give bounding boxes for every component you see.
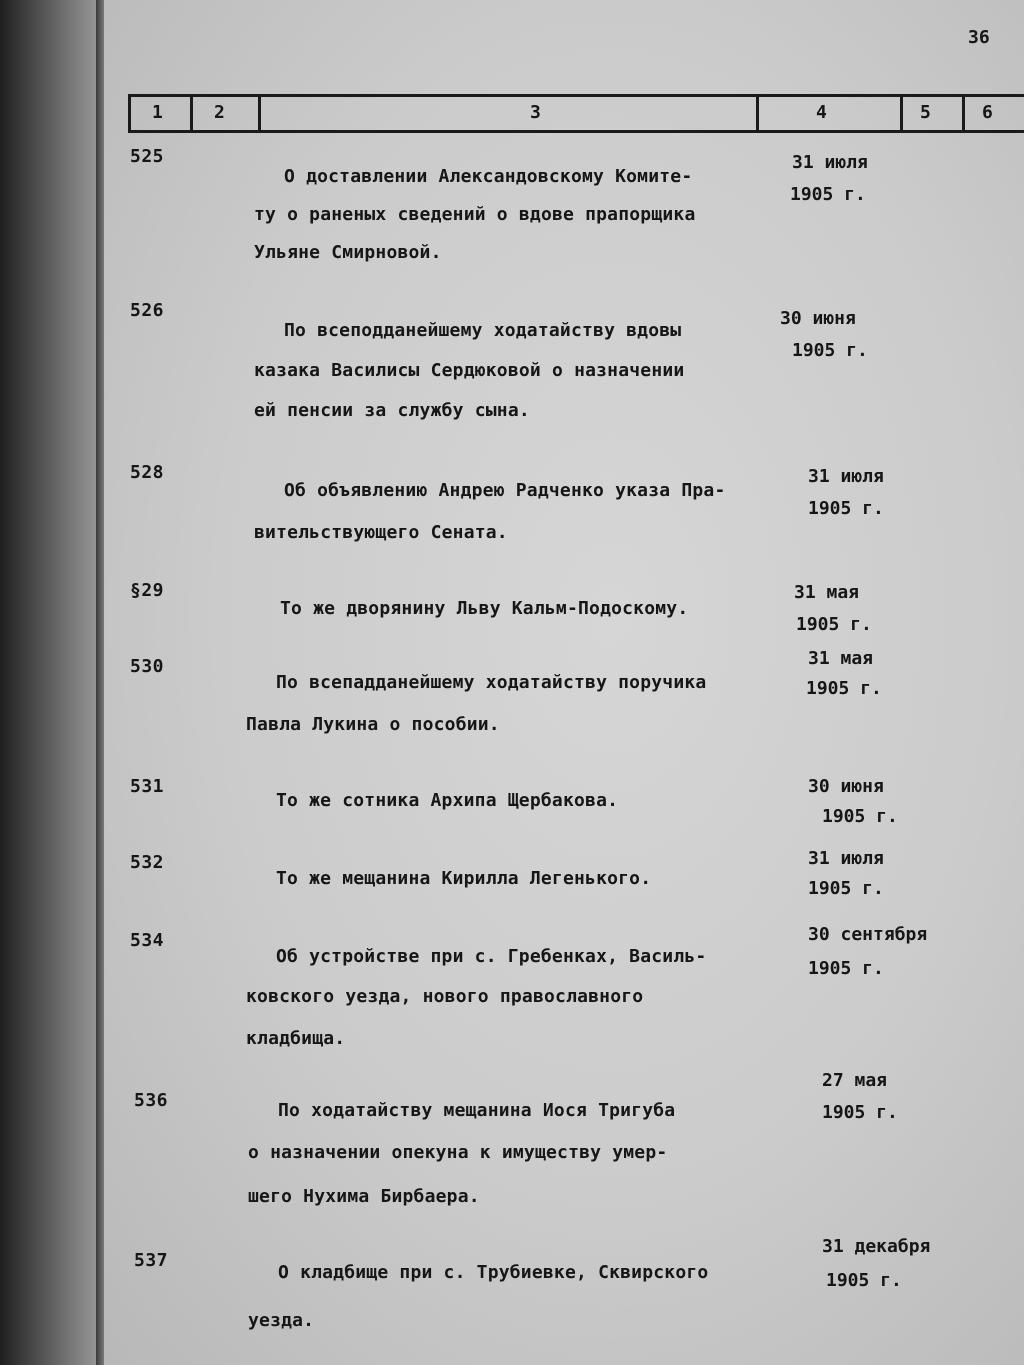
- record-text-line: По ходатайству мещанина Иося Тригуба: [278, 1100, 676, 1121]
- column-header-1: 1: [152, 102, 163, 123]
- record-date-day: 31 мая: [794, 582, 860, 603]
- column-divider: [756, 94, 759, 133]
- record-date-day: 31 мая: [808, 648, 874, 669]
- record-date-day: 31 июля: [808, 466, 884, 487]
- record-text-line: уезда.: [248, 1310, 315, 1331]
- record-text-line: То же сотника Архипа Щербакова.: [276, 790, 619, 811]
- record-text-line: Ульяне Смирновой.: [254, 242, 442, 263]
- record-date-year: 1905 г.: [822, 1102, 898, 1123]
- record-text-line: шего Нухима Бирбаера.: [248, 1186, 480, 1207]
- table-header: [128, 94, 1024, 134]
- column-header-4: 4: [816, 102, 827, 123]
- record-text-line: Об устройстве при с. Гребенках, Василь-: [276, 946, 707, 967]
- record-date-day: 30 июня: [808, 776, 884, 797]
- record-text-line: По всеподданейшему ходатайству вдовы: [284, 320, 682, 341]
- record-text-line: кладбища.: [246, 1028, 346, 1049]
- record-date-year: 1905 г.: [806, 678, 882, 699]
- record-number: 525: [130, 146, 165, 167]
- record-date-day: 31 декабря: [822, 1236, 931, 1257]
- record-text-line: ковского уезда, нового православного: [246, 986, 644, 1007]
- record-date-day: 30 июня: [780, 308, 856, 329]
- record-date-year: 1905 г.: [808, 878, 884, 899]
- header-bottom-rule: [128, 130, 1024, 133]
- record-text-line: ей пенсии за службу сына.: [254, 400, 530, 421]
- record-number: §29: [130, 580, 165, 601]
- record-date-day: 31 июля: [792, 152, 868, 173]
- column-divider: [190, 94, 193, 133]
- record-number: 537: [134, 1250, 169, 1271]
- record-number: 531: [130, 776, 165, 797]
- record-number: 536: [134, 1090, 169, 1111]
- record-text-line: Павла Лукина о пособии.: [246, 714, 500, 735]
- record-text-line: казака Василисы Сердюковой о назначении: [254, 360, 685, 381]
- column-header-6: 6: [982, 102, 993, 123]
- column-header-2: 2: [214, 102, 225, 123]
- record-date-day: 31 июля: [808, 848, 884, 869]
- column-header-5: 5: [920, 102, 931, 123]
- column-divider: [258, 94, 261, 133]
- record-number: 526: [130, 300, 165, 321]
- record-date-day: 27 мая: [822, 1070, 888, 1091]
- page-number: 36: [968, 27, 990, 48]
- column-divider: [962, 94, 965, 133]
- record-date-year: 1905 г.: [808, 958, 884, 979]
- record-text-line: О кладбище при с. Трубиевке, Сквирского: [278, 1262, 709, 1283]
- record-date-year: 1905 г.: [808, 498, 884, 519]
- record-text-line: То же мещанина Кирилла Легенького.: [276, 868, 652, 889]
- record-text-line: То же дворянину Льву Кальм-Подоскому.: [280, 598, 689, 619]
- record-text-line: вительствующего Сената.: [254, 522, 508, 543]
- record-date-year: 1905 г.: [822, 806, 898, 827]
- record-number: 532: [130, 852, 165, 873]
- column-header-3: 3: [530, 102, 541, 123]
- record-text-line: ту о раненых сведений о вдове прапорщика: [254, 204, 696, 225]
- record-date-day: 30 сентября: [808, 924, 928, 945]
- record-date-year: 1905 г.: [796, 614, 872, 635]
- record-date-year: 1905 г.: [790, 184, 866, 205]
- record-number: 528: [130, 462, 165, 483]
- header-top-rule: [128, 94, 1024, 97]
- record-date-year: 1905 г.: [792, 340, 868, 361]
- record-number: 530: [130, 656, 165, 677]
- record-date-year: 1905 г.: [826, 1270, 902, 1291]
- column-divider: [900, 94, 903, 133]
- record-text-line: о назначении опекуна к имуществу умер-: [248, 1142, 668, 1163]
- record-text-line: По всепадданейшему ходатайству поручика: [276, 672, 707, 693]
- record-text-line: Об объявлению Андрею Радченко указа Пра-: [284, 480, 726, 501]
- column-divider: [128, 94, 131, 133]
- record-number: 534: [130, 930, 165, 951]
- record-text-line: О доставлении Александовскому Комите-: [284, 166, 693, 187]
